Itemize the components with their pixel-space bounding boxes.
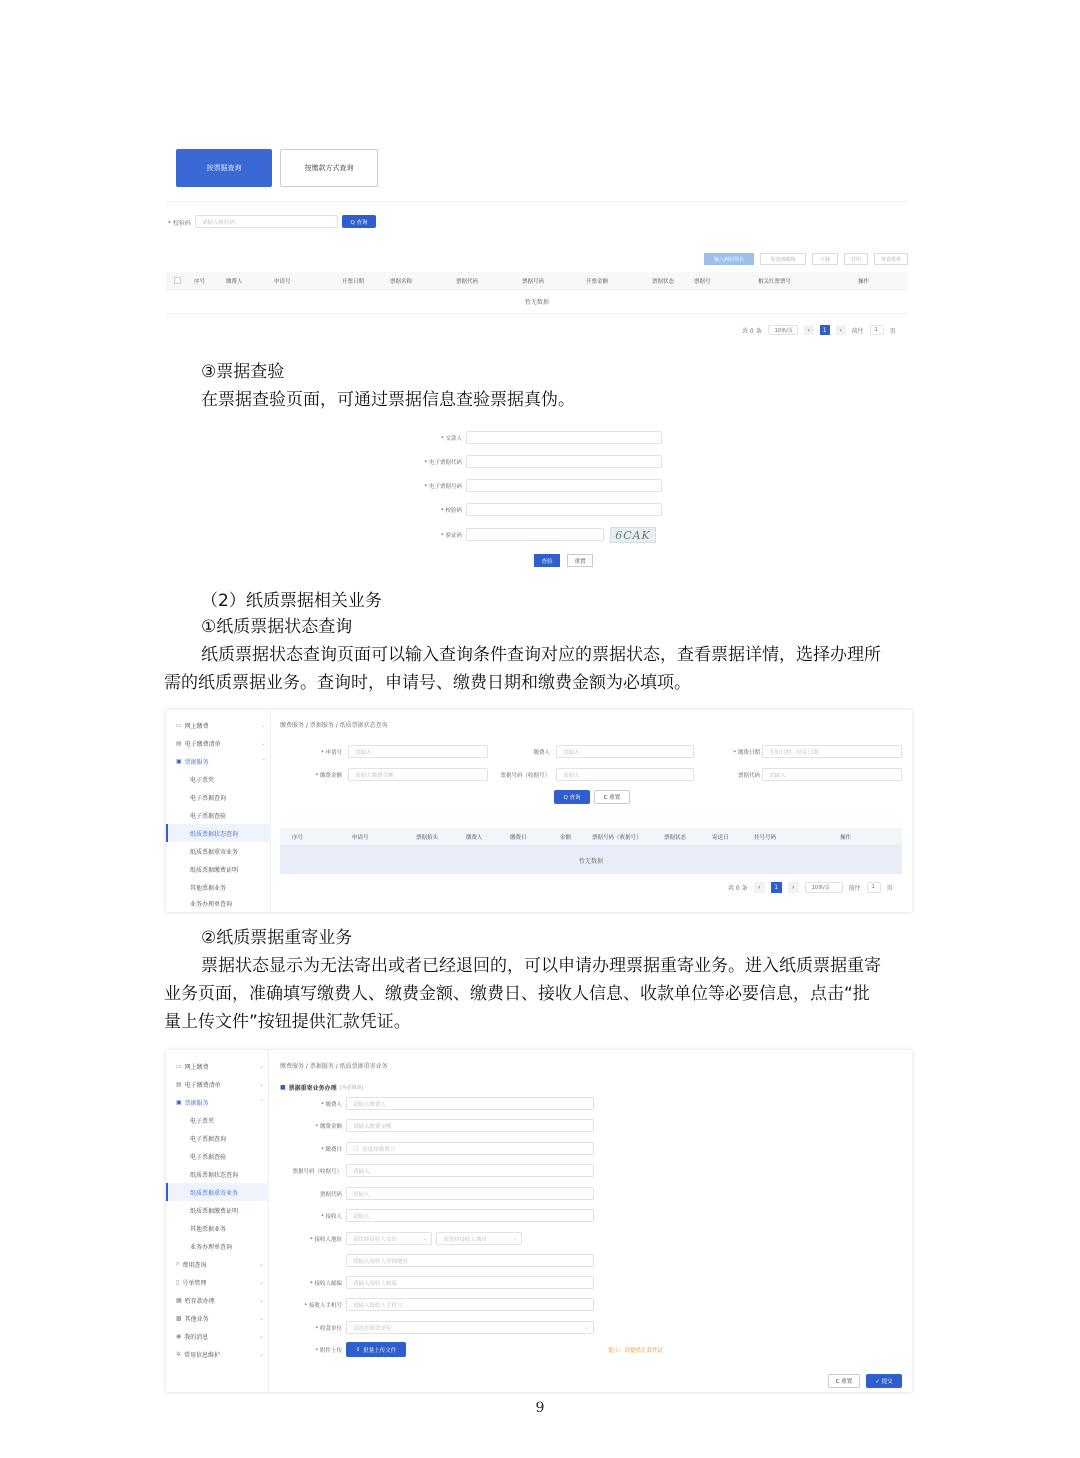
goto-label: 前往 — [851, 327, 864, 335]
sidebar-item-deposit[interactable]: ▦ 暂存款办理 ⌄ — [176, 1296, 264, 1305]
sidebar-item-online-pay[interactable]: ▭ 网上缴费 ⌄ — [176, 1062, 264, 1071]
col-header: 序号 — [194, 279, 206, 285]
page-unit: 页 — [889, 327, 896, 335]
check-code-label: * 校验码 — [441, 508, 462, 514]
deposit-icon: ▦ — [176, 1296, 182, 1304]
prev-page-button[interactable]: ‹ — [754, 882, 765, 893]
form-submit-button[interactable]: ✓ 提交 — [866, 1374, 902, 1388]
search-input[interactable]: 请输入校验码 — [195, 215, 338, 228]
ebill-code-label: * 电子票据代码 — [424, 460, 462, 466]
query-button[interactable]: Q 查询 — [554, 790, 590, 804]
bill-code-input[interactable]: 请输入 — [346, 1187, 594, 1200]
col-header: 操作 — [840, 835, 852, 841]
col-header: 金额 — [560, 835, 572, 841]
col-header: 票据号码 — [522, 279, 545, 285]
form-reset-button[interactable]: C 重置 — [828, 1374, 860, 1388]
sidebar-sub-order-query[interactable]: 业务办理单查询 — [190, 1243, 233, 1251]
check-code-input[interactable] — [466, 503, 662, 516]
sidebar-sub-paper-resend[interactable]: 纸质票据重寄业务 — [190, 1189, 239, 1197]
bill-no-input[interactable]: 请输入 — [346, 1164, 594, 1177]
total-count: 共 0 条 — [742, 327, 762, 335]
sidebar-item-fee-query[interactable]: ⌕ 费用查询 ⌄ — [176, 1260, 264, 1269]
doc-icon: ▯ — [176, 1278, 180, 1286]
ebill-code-input[interactable] — [466, 455, 662, 468]
pay-date-input[interactable]: 开始日期 - 结束日期 — [762, 745, 902, 758]
captcha-image[interactable] — [610, 527, 656, 543]
sidebar-sub-other[interactable]: 其他票据业务 — [190, 884, 227, 892]
col-header: 票据抬头 — [416, 835, 439, 841]
empty-text: 暂无数据 — [578, 857, 603, 865]
form-title-row — [280, 1083, 364, 1092]
sidebar-sub-e-query[interactable]: 电子票据查询 — [190, 1135, 227, 1143]
bill-no-label: 票据号码（收据号） — [500, 773, 550, 779]
col-header: 票据状态 — [652, 279, 675, 285]
col-header: 票据代码 — [456, 279, 479, 285]
wallet-icon: ▭ — [176, 1062, 182, 1070]
table-empty-row — [280, 846, 902, 874]
toolbar — [704, 253, 908, 265]
page-unit: 页 — [886, 884, 893, 892]
sidebar-item-bill-service[interactable]: ▣ 票据服务 ⌃ — [176, 1098, 264, 1107]
captcha-label: * 验证码 — [441, 533, 462, 539]
reset-button[interactable]: C 重置 — [594, 790, 630, 804]
heading-paper-bill: （2）纸质票据相关业务 — [201, 591, 382, 611]
sidebar-sub-order-query[interactable]: 业务办理单查询 — [190, 900, 233, 908]
breadcrumb: 缴费服务 / 票据服务 / 纸质票据重寄业务 — [280, 1063, 388, 1070]
toolbar-download-button[interactable]: 下载 — [812, 253, 838, 265]
toolbar-primary-button[interactable]: 输入到的票在 — [704, 253, 754, 265]
grid-icon: ▩ — [176, 1314, 182, 1322]
toolbar-email-button[interactable]: 发送到邮箱 — [760, 253, 806, 265]
sidebar-sub-e-verify[interactable]: 电子票据查验 — [190, 1153, 227, 1161]
ebill-number-label: * 电子票据号码 — [424, 484, 462, 490]
list-icon: ▤ — [176, 1080, 182, 1088]
sidebar-sub-paper-resend[interactable]: 纸质票据重寄业务 — [190, 848, 239, 856]
bill-icon: ▣ — [176, 1098, 182, 1106]
table-header — [166, 272, 908, 290]
col-header: 票据名称 — [390, 279, 413, 285]
payer-label: * 缴费人 — [321, 1102, 342, 1108]
col-header: 缴费人 — [466, 835, 483, 841]
tab-by-bill[interactable]: 按票据查询 — [176, 149, 272, 187]
col-header: 挂号号码 — [754, 835, 777, 841]
heading-bill-verify: ③票据查验 — [201, 362, 285, 382]
para-paper-resend-2: 业务页面，准确填写缴费人、缴费金额、缴费日、接收人信息、收款单位等必要信息，点击“批 — [164, 984, 870, 1004]
sidebar-item-order-mgmt[interactable]: ▯ 号单管理 ⌄ — [176, 1278, 264, 1287]
table-header — [280, 828, 902, 846]
col-header: 票据号 — [694, 279, 711, 285]
sidebar-item-messages[interactable]: ◉ 我的消息 ⌄ — [176, 1332, 264, 1341]
heading-paper-resend: ②纸质票据重寄业务 — [201, 928, 353, 948]
pay-amount-label: * 缴费金额 — [315, 773, 342, 779]
verify-reset-button[interactable]: 重置 — [567, 554, 593, 567]
col-header: 操作 — [858, 279, 870, 285]
verify-button[interactable]: 查验 — [534, 554, 560, 567]
upload-hint: 提示：请提供汇款凭证 — [608, 1348, 664, 1354]
city-select[interactable]: 请选择接收人城市 ⌄ — [436, 1232, 522, 1245]
pay-date-label: * 缴费日期 — [733, 750, 760, 756]
pay-amount-input[interactable]: 请输入缴费金额 — [346, 1119, 594, 1132]
col-header: 序号 — [292, 835, 304, 841]
search-icon: ⌕ — [176, 1260, 180, 1267]
sidebar-item-bill-service[interactable]: ▣ 票据服务 ⌃ — [176, 757, 266, 766]
bill-no-label: 票据号码（收据号） — [292, 1169, 342, 1175]
apply-no-input[interactable]: 请输入 — [348, 745, 488, 758]
col-header: 开票日期 — [342, 279, 365, 285]
receiver-input[interactable]: 请输入 — [346, 1209, 594, 1222]
ebill-number-input[interactable] — [466, 479, 662, 492]
bill-code-input[interactable]: 请输入 — [762, 768, 902, 781]
page-size-select[interactable]: 10条/页 — [805, 882, 843, 893]
bill-no-input[interactable]: 请输入 — [556, 768, 694, 781]
phone-label: * 接收人手机号 — [304, 1303, 342, 1309]
toolbar-print-button[interactable]: 打印 — [844, 253, 868, 265]
col-header: 申请号 — [274, 279, 291, 285]
form-note: (为必填项) — [339, 1085, 364, 1091]
goto-input[interactable]: 1 — [867, 882, 881, 893]
payer-input[interactable] — [466, 431, 662, 444]
page-number: 9 — [535, 1400, 545, 1416]
col-header: 缴费人 — [226, 279, 243, 285]
upload-label: * 附件上传 — [315, 1348, 342, 1354]
bill-icon: ▣ — [176, 757, 182, 765]
sidebar-sub-other[interactable]: 其他票据业务 — [190, 1225, 227, 1233]
col-header: 缴费日 — [510, 835, 527, 841]
para-bill-verify: 在票据查验页面，可通过票据信息查验票据真伪。 — [201, 390, 575, 410]
captcha-input[interactable] — [466, 528, 604, 541]
address-detail-input[interactable]: 请输入接收人详细地址 — [346, 1254, 594, 1267]
col-header: 票据号码（收据号） — [592, 835, 642, 841]
payer-label: 缴费人 — [533, 750, 550, 756]
page-size-select[interactable]: 10条/页 — [768, 325, 798, 335]
list-icon: ▤ — [176, 739, 182, 747]
sidebar-item-e-list[interactable]: ▤ 电子缴费清单 ⌄ — [176, 739, 266, 748]
gear-icon: ✲ — [176, 1350, 182, 1358]
pay-amount-label: * 缴费金额 — [315, 1124, 342, 1130]
bill-code-label: 票据代码 — [737, 773, 760, 779]
pagination — [742, 324, 896, 336]
receiver-label: * 接收人 — [321, 1214, 342, 1220]
goto-label: 前往 — [848, 884, 861, 892]
para-paper-status-1: 纸质票据状态查询页面可以输入查询条件查询对应的票据状态，查看票据详情，选择办理所 — [201, 645, 881, 665]
table-empty-row — [166, 290, 908, 314]
col-header: 开票金额 — [586, 279, 609, 285]
bill-code-label: 票据代码 — [319, 1192, 342, 1198]
chevron-down-icon: ⌄ — [584, 1324, 589, 1331]
col-header: 票据状态 — [664, 835, 687, 841]
para-paper-status-2: 需的纸质票据业务。查询时，申请号、缴费日期和缴费金额为必填项。 — [164, 673, 691, 693]
sidebar-item-info[interactable]: ✲ 常用信息维护 ⌄ — [176, 1350, 264, 1359]
calendar-icon: ▢ — [353, 1145, 359, 1152]
payer-label: * 交款人 — [441, 436, 462, 442]
sidebar-sub-e-query[interactable]: 电子票据查询 — [190, 794, 227, 802]
goto-input[interactable]: 1 — [870, 325, 884, 335]
phone-input[interactable]: 请输入接收人手机号 — [346, 1298, 594, 1311]
page-button-active[interactable]: 1 — [820, 325, 830, 335]
apply-no-label: * 申请号 — [321, 750, 342, 756]
bullet-icon: ■ — [280, 1084, 286, 1091]
col-header: 相关红票票号 — [758, 279, 792, 285]
payer-input[interactable]: 请输入缴费人 — [346, 1097, 594, 1110]
payee-unit-label: * 收款单位 — [315, 1326, 342, 1332]
address-label: * 接收人地址 — [310, 1237, 342, 1243]
payer-input[interactable]: 请输入 — [556, 745, 694, 758]
sidebar-sub-e-verify[interactable]: 电子票据查验 — [190, 812, 227, 820]
verify-form — [420, 430, 670, 570]
pay-date-input[interactable]: ▢ 请选择缴费日 — [346, 1142, 594, 1155]
select-all-checkbox[interactable] — [174, 277, 181, 284]
pay-amount-input[interactable]: 请输入缴费金额 — [348, 768, 488, 781]
captcha-text: 6CAK — [615, 528, 651, 542]
sidebar-sub-e-wallet[interactable]: 电子票夹 — [190, 1117, 215, 1125]
wallet-icon: ▭ — [176, 721, 182, 729]
sidebar-item-other-biz[interactable]: ▩ 其他业务 ⌄ — [176, 1314, 264, 1323]
next-page-button[interactable]: › — [788, 882, 799, 893]
sidebar — [166, 710, 271, 912]
form-title: 票据重寄业务办理 — [288, 1085, 337, 1092]
sidebar-sub-e-wallet[interactable]: 电子票夹 — [190, 776, 215, 784]
screenshot-paper-status — [166, 710, 912, 912]
total-count: 共 0 条 — [728, 884, 748, 892]
chevron-down-icon: ⌄ — [512, 1235, 517, 1242]
para-paper-resend-3: 量上传文件”按钮提供汇款凭证。 — [164, 1012, 411, 1032]
page-button-active[interactable]: 1 — [771, 882, 782, 893]
pagination — [728, 881, 893, 893]
sidebar-sub-paper-status[interactable]: 纸质票据状态查询 — [190, 830, 239, 838]
next-page-button[interactable]: › — [836, 325, 846, 335]
screenshot-paper-resend — [166, 1050, 912, 1392]
divider — [166, 201, 908, 202]
tab-by-payment[interactable]: 按缴款方式查询 — [280, 149, 378, 187]
empty-text: 暂无数据 — [524, 299, 549, 306]
toolbar-view-button[interactable]: 查看报单 — [874, 253, 908, 265]
heading-paper-status: ①纸质票据状态查询 — [201, 617, 353, 637]
province-select[interactable]: 请选择接收人省份 ⌄ — [346, 1232, 432, 1245]
search-button[interactable]: Q 查询 — [342, 215, 376, 228]
payee-unit-select[interactable]: 请选择收款单位 ⌄ — [346, 1321, 594, 1334]
sidebar-item-e-list[interactable]: ▤ 电子缴费清单 ⌄ — [176, 1080, 264, 1089]
search-label: * 校验码 — [168, 220, 191, 227]
zip-input[interactable]: 请输入接收人邮编 — [346, 1276, 594, 1289]
sidebar-item-online-pay[interactable]: ▭ 网上缴费 ⌄ — [176, 721, 266, 730]
col-header: 寄送日 — [712, 835, 729, 841]
bell-icon: ◉ — [176, 1332, 182, 1340]
sidebar-sub-paper-proof[interactable]: 纸质票据缴费证明 — [190, 1207, 239, 1215]
pay-date-label: * 缴费日 — [321, 1147, 342, 1153]
zip-label: * 接收人邮编 — [310, 1281, 342, 1287]
breadcrumb: 缴费服务 / 票据服务 / 纸质票据状态查询 — [280, 722, 388, 729]
sidebar-sub-paper-proof[interactable]: 纸质票据缴费证明 — [190, 866, 239, 874]
upload-icon: ⇪ — [355, 1346, 361, 1353]
batch-upload-button[interactable]: ⇪ 批量上传文件 — [346, 1342, 406, 1357]
sidebar-sub-paper-status[interactable]: 纸质票据状态查询 — [190, 1171, 239, 1179]
col-header: 申请号 — [352, 835, 369, 841]
sidebar — [166, 1050, 269, 1392]
para-paper-resend-1: 票据状态显示为无法寄出或者已经退回的，可以申请办理票据重寄业务。进入纸质票据重寄 — [201, 956, 881, 976]
chevron-down-icon: ⌄ — [422, 1235, 427, 1242]
prev-page-button[interactable]: ‹ — [804, 325, 814, 335]
